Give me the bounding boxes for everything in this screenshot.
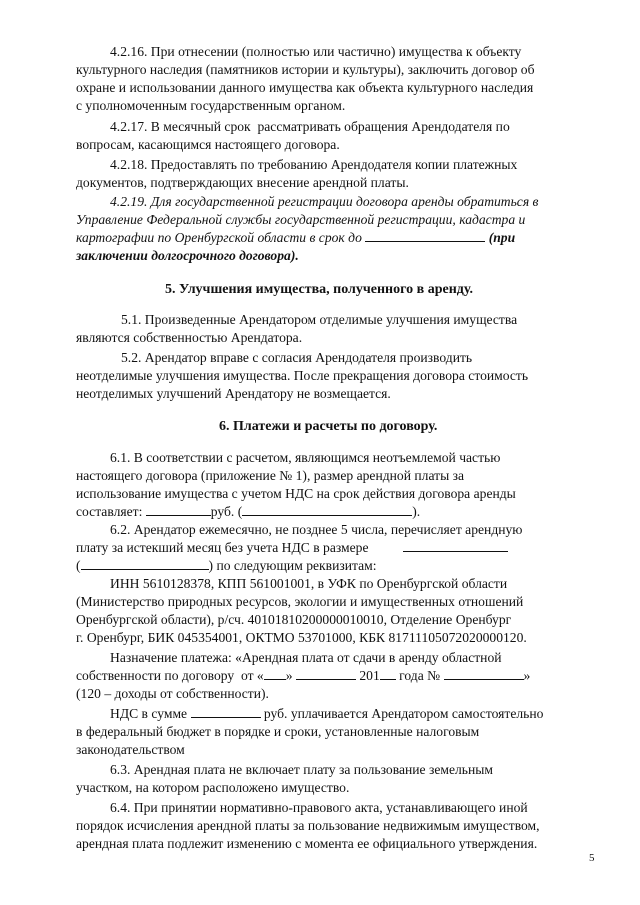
requisites-line-1: ИНН 5610128378, КПП 561001001, в УФК по Оренбургской области	[110, 576, 508, 591]
clause-6-1-line-1: 6.1. В соответствии с расчетом, являющимся неотъемлемой частью	[110, 450, 501, 465]
clause-5-1-line-1: 5.1. Произведенные Арендатором отделимые улучшения имущества	[121, 312, 518, 327]
vat-line-2: в федеральный бюджет в порядке и сроки, установленные налоговым	[76, 724, 480, 739]
section-6-heading: 6. Платежи и расчеты по договору.	[219, 419, 438, 434]
payment-purpose-line-1: Назначение платежа: «Арендная плата от сдачи в аренду областной	[110, 650, 502, 665]
clause-4-2-17-line-1: 4.2.17. В месячный срок рассматривать обращения Арендодателя по	[110, 119, 510, 134]
clause-5-2-line-2: неотделимые улучшения имущества. После прекращения договора стоимость	[76, 368, 529, 383]
requisites-line-3: Оренбургской области), р/сч. 40101810200000010010, Отделение Оренбург	[76, 612, 512, 627]
clause-5-2-line-1: 5.2. Арендатор вправе с согласия Арендодателя производить	[121, 350, 473, 365]
clause-6-2-line-2: плату за истекший месяц без учета НДС в размере	[76, 539, 508, 556]
clause-4-2-16-line-3: охране и использовании данного имущества как объекта культурного наследия	[76, 80, 534, 95]
monthly-rent-blank	[403, 539, 508, 552]
clause-6-4-line-1: 6.4. При принятии нормативно-правового акта, устанавливающего иной	[110, 800, 528, 815]
total-rent-words-blank	[242, 503, 412, 516]
page-number: 5	[589, 852, 595, 864]
requisites-line-4: г. Оренбург, БИК 045354001, ОКТМО 53701000, КБК 81711105072020000120.	[76, 630, 527, 645]
clause-5-2-line-3: неотделимых улучшений Арендатору не возмещается.	[76, 386, 391, 401]
vat-amount-blank	[191, 705, 261, 718]
requisites-line-2: (Министерство природных ресурсов, экологии и имущественных отношений	[76, 594, 524, 609]
clause-4-2-16-line-4: с уполномоченным государственным органом.	[76, 98, 346, 113]
payment-purpose-line-3: (120 – доходы от собственности).	[76, 686, 269, 701]
clause-4-2-19-line-4: заключении долгосрочного договора).	[76, 248, 299, 263]
total-rent-blank	[146, 503, 211, 516]
contract-year-blank	[380, 667, 396, 680]
clause-4-2-18-line-1: 4.2.18. Предоставлять по требованию Арендодателя копии платежных	[110, 157, 518, 172]
contract-number-blank	[444, 667, 524, 680]
clause-4-2-19-line-3: картографии по Оренбургской области в срок до (при	[76, 230, 516, 245]
contract-month-blank	[296, 667, 356, 680]
clause-4-2-16-line-2: культурного наследия (памятников истории и культуры), заключить договор об	[76, 62, 535, 77]
section-5-heading: 5. Улучшения имущества, полученного в аренду.	[165, 282, 473, 297]
clause-4-2-17-line-2: вопросам, касающимся настоящего договора.	[76, 137, 340, 152]
clause-4-2-18-line-2: документов, подтверждающих внесение арендной платы.	[76, 175, 409, 190]
clause-6-1-line-2: настоящего договора (приложение № 1), размер арендной платы за	[76, 468, 465, 483]
deadline-blank	[365, 229, 485, 242]
clause-6-2-line-3: ( ) по следующим реквизитам:	[76, 558, 377, 573]
clause-6-3-line-2: участком, на котором расположено имущество.	[76, 780, 350, 795]
clause-6-4-line-2: порядок исчисления арендной платы за пользование недвижимым имуществом,	[76, 818, 540, 833]
monthly-rent-words-blank	[81, 557, 209, 570]
contract-day-blank	[264, 667, 286, 680]
clause-5-1-line-2: являются собственностью Арендатора.	[76, 330, 303, 345]
clause-6-4-line-3: арендная плата подлежит изменению с момента ее официального утверждения.	[76, 836, 538, 851]
clause-4-2-19-line-2: Управление Федеральной службы государственной регистрации, кадастра и	[76, 212, 526, 227]
clause-6-1-line-4: составляет: руб. ( ).	[76, 504, 421, 519]
clause-4-2-19-line-1: 4.2.19. Для государственной регистрации договора аренды обратиться в	[110, 194, 539, 209]
clause-6-1-line-3: использование имущества с учетом НДС на срок действия договора аренды	[76, 486, 516, 501]
clause-4-2-16-line-1: 4.2.16. При отнесении (полностью или частично) имущества к объекту	[110, 44, 522, 59]
vat-line-1: НДС в сумме руб. уплачивается Арендатором самостоятельно	[110, 706, 544, 721]
clause-6-3-line-1: 6.3. Арендная плата не включает плату за пользование земельным	[110, 762, 494, 777]
clause-6-2-line-1: 6.2. Арендатор ежемесячно, не позднее 5 числа, перечисляет арендную	[110, 522, 523, 537]
payment-purpose-line-2: собственности по договору от « » 201 года № »	[76, 668, 531, 683]
vat-line-3: законодательством	[76, 742, 185, 757]
